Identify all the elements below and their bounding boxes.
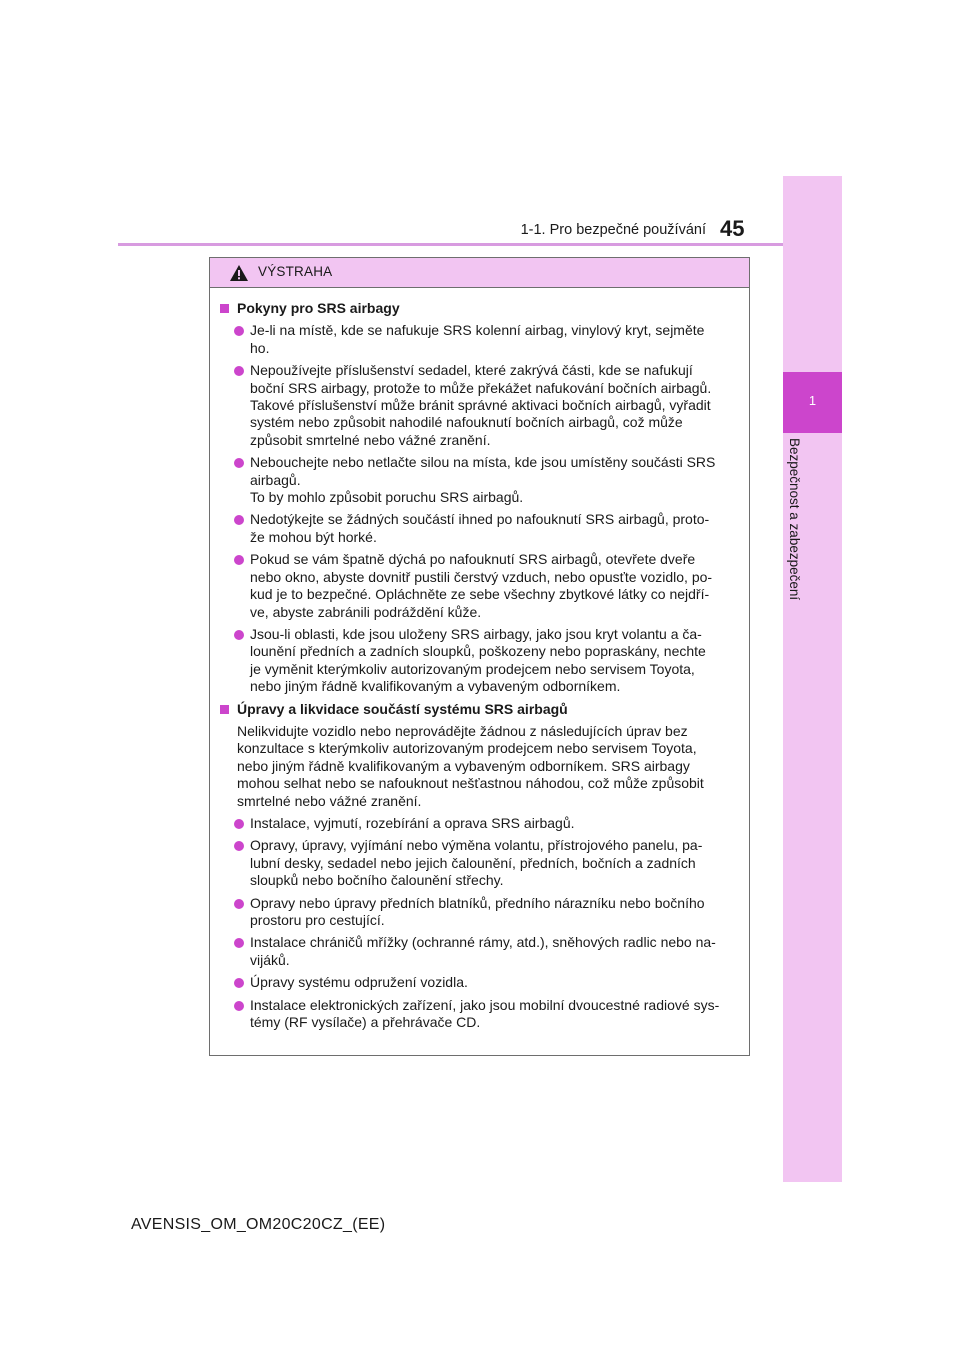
list-item bbox=[218, 934, 741, 969]
list-item-line: prostoru pro cestující. bbox=[250, 912, 385, 928]
section-heading bbox=[218, 300, 741, 317]
list-item-line: Je-li na místě, kde se nafukuje SRS kolenní airbag, vinylový kryt, sejměte bbox=[250, 322, 705, 339]
paragraph-line: Nelikvidujte vozidlo nebo neprovádějte žádnou z následujících úprav bez bbox=[237, 722, 688, 739]
round-bullet-icon bbox=[234, 630, 244, 640]
list-item bbox=[218, 974, 741, 991]
warning-header bbox=[210, 258, 749, 288]
list-item-line: Instalace elektronických zařízení, jako jsou mobilní dvoucestné radiové sys- bbox=[250, 996, 720, 1013]
side-tab bbox=[783, 176, 842, 1182]
list-item bbox=[218, 322, 741, 357]
list-item-line: Jsou-li oblasti, kde jsou uloženy SRS airbagy, jako jsou kryt volantu a ča- bbox=[250, 625, 702, 642]
round-bullet-icon bbox=[234, 899, 244, 909]
list-item-line: Nepoužívejte příslušenství sedadel, které zakrývá části, kde se nafukují bbox=[250, 362, 693, 379]
list-item-line: ve, abyste zabránili podráždění kůže. bbox=[250, 603, 482, 620]
list-item-line: boční SRS airbagy, protože to může překážet nafukování bočních airbagů. bbox=[250, 379, 712, 396]
list-item-line: systém nebo způsobit nahodilé nafouknutí bočních airbagů, což může bbox=[250, 414, 683, 431]
paragraph-line: mohou selhat nebo se nafouknout nešťastnou náhodou, což může způsobit bbox=[237, 775, 704, 792]
list-item bbox=[218, 626, 741, 696]
list-item-line: Nebouchejte nebo netlačte silou na místa, kde jsou umístěny součásti SRS bbox=[250, 454, 716, 471]
list-item-line: Instalace chráničů mřížky (ochranné rámy, atd.), sněhových radlic nebo na- bbox=[250, 934, 716, 951]
list-item-line: sloupků nebo bočního čalounění střechy. bbox=[250, 872, 504, 889]
list-item-line: Takové příslušenství může bránit správné aktivaci bočních airbagů, vyřadit bbox=[250, 397, 711, 414]
list-item bbox=[218, 837, 741, 889]
section-heading-text: Úpravy a likvidace součástí systému SRS airbagů bbox=[237, 700, 568, 717]
round-bullet-icon bbox=[234, 366, 244, 376]
section-paragraph bbox=[218, 723, 741, 810]
page-number: 45 bbox=[720, 216, 745, 241]
list-item bbox=[218, 511, 741, 546]
warning-box bbox=[209, 257, 750, 1056]
paragraph-line: nebo jiným řádně kvalifikovaným a vybaveným odborníkem. SRS airbagy bbox=[237, 757, 690, 774]
section-heading-text: Pokyny pro SRS airbagy bbox=[237, 300, 400, 316]
list-item-line: je vyměnit kterýmkoliv autorizovaným prodejcem nebo servisem Toyota, bbox=[250, 660, 695, 677]
list-item-line: nebo jiným řádně kvalifikovaným a vybaveným odborníkem. bbox=[250, 678, 621, 695]
square-bullet-icon bbox=[220, 304, 229, 313]
list-item-line: kud je to bezpečné. Opláchněte ze sebe všechny zbytkové látky co nejdří- bbox=[250, 586, 710, 603]
list-item-line: airbagů. bbox=[250, 471, 301, 488]
round-bullet-icon bbox=[234, 555, 244, 565]
warning-title: VÝSTRAHA bbox=[258, 264, 333, 279]
list-item-line: Nedotýkejte se žádných součástí ihned po nafouknutí SRS airbagů, proto- bbox=[250, 511, 710, 528]
list-item bbox=[218, 997, 741, 1032]
list-item-line: lounění předních a zadních sloupků, poškozeny nebo popraskány, nechte bbox=[250, 643, 706, 660]
list-item bbox=[218, 815, 741, 832]
round-bullet-icon bbox=[234, 938, 244, 948]
round-bullet-icon bbox=[234, 1001, 244, 1011]
round-bullet-icon bbox=[234, 458, 244, 468]
list-item bbox=[218, 454, 741, 506]
list-item-line: Pokud se vám špatně dýchá po nafouknutí SRS airbagů, otevřete dveře bbox=[250, 551, 696, 568]
list-item-line: Opravy, úpravy, vyjímání nebo výměna volantu, přístrojového panelu, pa- bbox=[250, 837, 703, 854]
side-tab-label-wrap bbox=[786, 438, 806, 618]
list-item bbox=[218, 551, 741, 621]
list-item-line: Opravy nebo úpravy předních blatníků, předního nárazníku nebo bočního bbox=[250, 894, 705, 911]
paragraph-line: smrtelné nebo vážné zranění. bbox=[237, 792, 422, 809]
list-item-line: lubní desky, sedadel nebo jejich čalounění, předních, bočních a zadních bbox=[250, 854, 696, 871]
warning-body bbox=[210, 288, 749, 1031]
side-tab-chapter-label: Bezpečnost a zabezpečení bbox=[787, 438, 802, 601]
list-item-line: nebo okno, abyste dovnitř pustili čerstvý vzduch, nebo opusťte vozidlo, po- bbox=[250, 568, 713, 585]
round-bullet-icon bbox=[234, 819, 244, 829]
round-bullet-icon bbox=[234, 326, 244, 336]
paragraph-line: konzultace s kterýmkoliv autorizovaným prodejcem nebo servisem Toyota, bbox=[237, 740, 697, 757]
list-item-line: To by mohlo způsobit poruchu SRS airbagů. bbox=[250, 489, 524, 506]
list-item-line: Úpravy systému odpružení vozidla. bbox=[250, 974, 468, 991]
warning-triangle-icon bbox=[229, 264, 249, 282]
document-code: AVENSIS_OM_OM20C20CZ_(EE) bbox=[131, 1216, 386, 1233]
side-tab-chapter-number: 1 bbox=[808, 393, 817, 408]
square-bullet-icon bbox=[220, 705, 229, 714]
round-bullet-icon bbox=[234, 515, 244, 525]
list-item-line: Instalace, vyjmutí, rozebírání a oprava SRS airbagů. bbox=[250, 814, 575, 831]
list-item-line: ho. bbox=[250, 339, 270, 356]
list-item-line: že mohou být horké. bbox=[250, 528, 377, 545]
header-rule bbox=[118, 243, 842, 246]
round-bullet-icon bbox=[234, 978, 244, 988]
section-heading bbox=[218, 701, 741, 718]
list-item-line: vijáků. bbox=[250, 951, 290, 968]
list-item bbox=[218, 895, 741, 930]
list-item-line: témy (RF vysílače) a přehrávače CD. bbox=[250, 1014, 481, 1031]
list-item bbox=[218, 362, 741, 449]
section-title: 1-1. Pro bezpečné používání bbox=[520, 222, 706, 238]
list-item-line: způsobit smrtelné nebo vážné zranění. bbox=[250, 431, 491, 448]
round-bullet-icon bbox=[234, 841, 244, 851]
